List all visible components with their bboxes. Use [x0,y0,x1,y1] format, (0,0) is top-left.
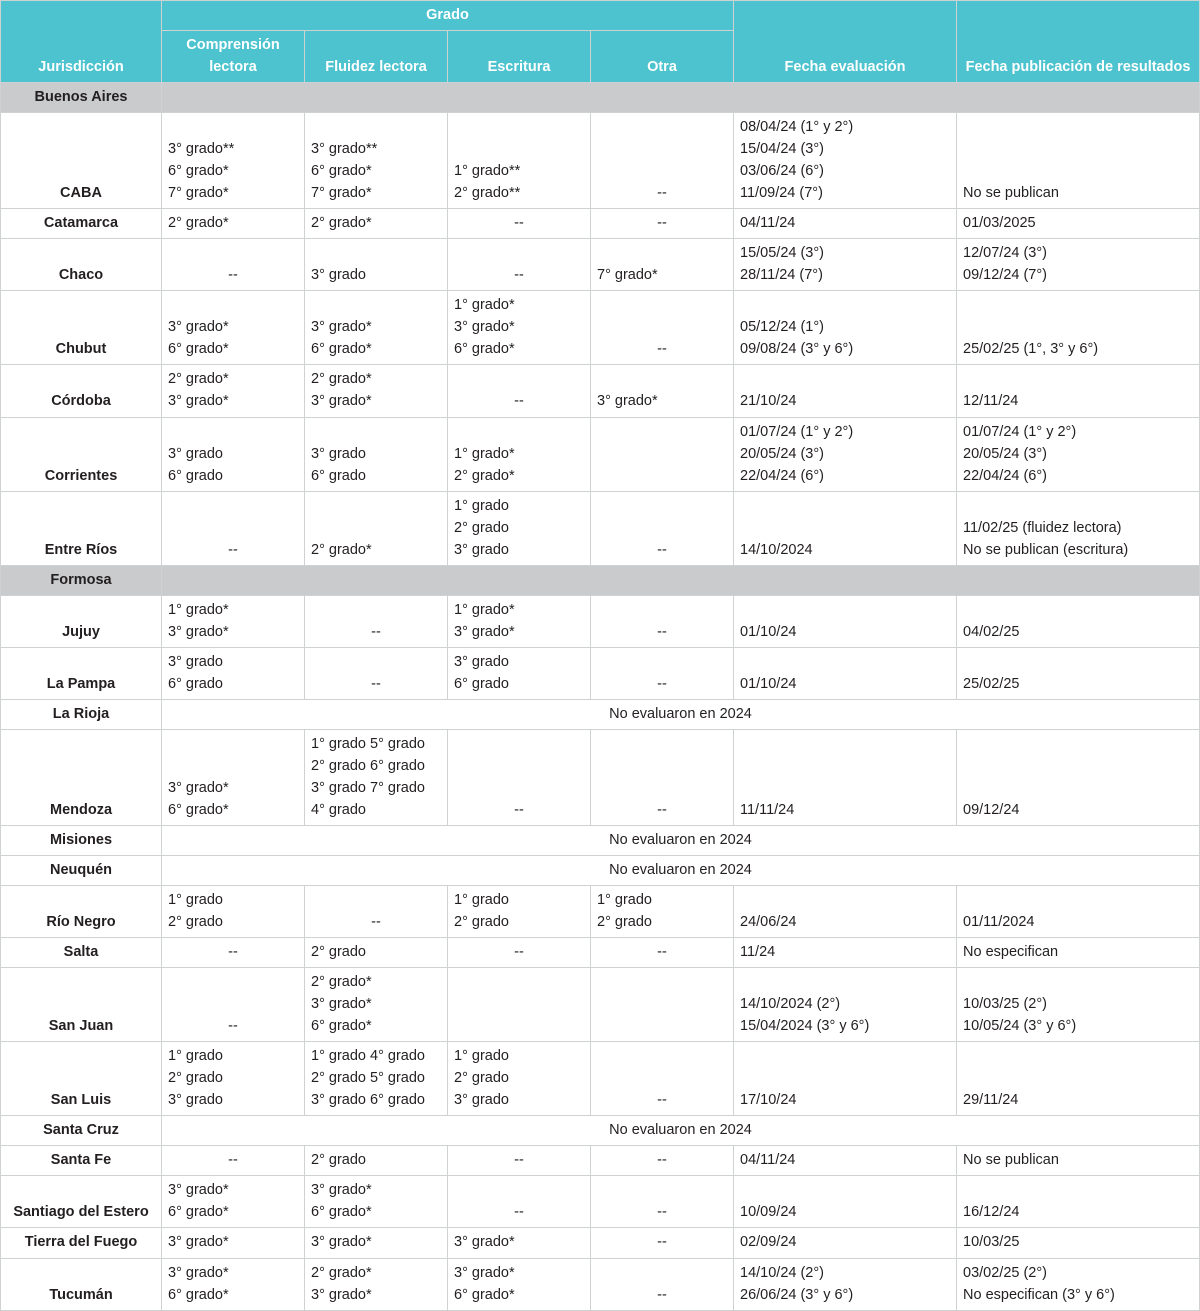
cell-jurisdiccion: Chubut [1,291,162,365]
cell-fluidez-lectora: 1° grado 5° grado 2° grado 6° grado 3° grado 7° grado 4° grado [305,729,448,825]
cell-jurisdiccion: Córdoba [1,365,162,417]
cell-comprension-lectora: 2° grado* 3° grado* [162,365,305,417]
table-row [1,491,1200,565]
cell-fecha-evaluacion: 24/06/24 [734,886,957,938]
table-row [1,417,1200,491]
cell-otra: -- [591,647,734,699]
cell-jurisdiccion: Chaco [1,239,162,291]
cell-escritura: 3° grado 6° grado [448,647,591,699]
cell-fluidez-lectora: 1° grado 4° grado 2° grado 5° grado 3° grado 6° grado [305,1042,448,1116]
table-row [1,968,1200,1042]
cell-otra [591,417,734,491]
cell-fecha-publicacion: No se publican [957,113,1200,209]
cell-otra: -- [591,1176,734,1228]
table-row [1,1176,1200,1228]
cell-fecha-evaluacion: 11/11/24 [734,729,957,825]
cell-fecha-evaluacion: 02/09/24 [734,1228,957,1258]
cell-fecha-publicacion: 29/11/24 [957,1042,1200,1116]
cell-jurisdiccion: Corrientes [1,417,162,491]
cell-jurisdiccion: Santiago del Estero [1,1176,162,1228]
cell-fecha-evaluacion: 15/05/24 (3°) 28/11/24 (7°) [734,239,957,291]
cell-otra: -- [591,491,734,565]
cell-fecha-publicacion: 10/03/25 (2°) 10/05/24 (3° y 6°) [957,968,1200,1042]
cell-escritura: 1° grado** 2° grado** [448,113,591,209]
cell-escritura: -- [448,1146,591,1176]
cell-otra: 7° grado* [591,239,734,291]
table-row [1,113,1200,209]
cell-fecha-evaluacion: 01/10/24 [734,595,957,647]
cell-otra: -- [591,291,734,365]
table-row [1,209,1200,239]
cell-fecha-publicacion: 01/07/24 (1° y 2°) 20/05/24 (3°) 22/04/24 (6°) [957,417,1200,491]
cell-fecha-publicacion: 09/12/24 [957,729,1200,825]
cell-comprension-lectora: 2° grado* [162,209,305,239]
cell-fluidez-lectora: 3° grado** 6° grado* 7° grado* [305,113,448,209]
cell-escritura [448,968,591,1042]
cell-fluidez-lectora: 3° grado 6° grado [305,417,448,491]
cell-fluidez-lectora: 3° grado* 6° grado* [305,291,448,365]
cell-fecha-evaluacion: 21/10/24 [734,365,957,417]
table-header [1,1,1200,83]
table-row [1,1116,1200,1146]
cell-otra [591,968,734,1042]
table-row [1,1258,1200,1310]
cell-comprension-lectora: -- [162,1146,305,1176]
cell-fecha-evaluacion: 04/11/24 [734,209,957,239]
cell-jurisdiccion: Mendoza [1,729,162,825]
cell-escritura: 1° grado 2° grado 3° grado [448,491,591,565]
cell-fecha-publicacion: 03/02/25 (2°) No especifican (3° y 6°) [957,1258,1200,1310]
cell-fecha-publicacion: 11/02/25 (fluidez lectora) No se publican (escritura) [957,491,1200,565]
cell-comprension-lectora: 3° grado* 6° grado* [162,1176,305,1228]
cell-jurisdiccion: Catamarca [1,209,162,239]
cell-fecha-evaluacion: 17/10/24 [734,1042,957,1116]
cell-fecha-evaluacion: 01/10/24 [734,647,957,699]
table-row [1,365,1200,417]
cell-escritura: 3° grado* [448,1228,591,1258]
cell-otra: -- [591,938,734,968]
table-row [1,856,1200,886]
cell-otra: -- [591,209,734,239]
cell-comprension-lectora: 3° grado 6° grado [162,417,305,491]
cell-comprension-lectora: 1° grado 2° grado [162,886,305,938]
cell-otra: 1° grado 2° grado [591,886,734,938]
cell-comprension-lectora: -- [162,938,305,968]
cell-jurisdiccion: La Rioja [1,699,162,729]
cell-no-evaluaron: No evaluaron en 2024 [162,856,1200,886]
table-row [1,729,1200,825]
table-row [1,826,1200,856]
column-header-fecha-publicacion: Fecha publicación de resultados [957,1,1200,83]
cell-fecha-publicacion: 25/02/25 (1°, 3° y 6°) [957,291,1200,365]
cell-escritura: 1° grado* 3° grado* [448,595,591,647]
cell-fecha-publicacion: 04/02/25 [957,595,1200,647]
cell-jurisdiccion: Río Negro [1,886,162,938]
cell-jurisdiccion: Misiones [1,826,162,856]
cell-fecha-publicacion: No se publican [957,1146,1200,1176]
cell-otra: -- [591,1228,734,1258]
table-row [1,647,1200,699]
cell-fluidez-lectora: 2° grado* 3° grado* [305,365,448,417]
cell-escritura: -- [448,938,591,968]
cell-escritura: -- [448,365,591,417]
cell-jurisdiccion: San Luis [1,1042,162,1116]
cell-jurisdiccion: San Juan [1,968,162,1042]
cell-otra: -- [591,1146,734,1176]
cell-comprension-lectora: -- [162,491,305,565]
cell-escritura: 1° grado* 2° grado* [448,417,591,491]
cell-fecha-publicacion: 10/03/25 [957,1228,1200,1258]
cell-jurisdiccion: Jujuy [1,595,162,647]
cell-no-evaluaron: No evaluaron en 2024 [162,699,1200,729]
cell-jurisdiccion: CABA [1,113,162,209]
cell-comprension-lectora: 3° grado* [162,1228,305,1258]
cell-fecha-evaluacion: 08/04/24 (1° y 2°) 15/04/24 (3°) 03/06/24 (6°) 11/09/24 (7°) [734,113,957,209]
cell-fluidez-lectora: -- [305,647,448,699]
cell-jurisdiccion: Santa Cruz [1,1116,162,1146]
cell-escritura: -- [448,729,591,825]
cell-empty-grey [162,565,1200,595]
cell-otra: -- [591,729,734,825]
cell-fecha-evaluacion: 05/12/24 (1°) 09/08/24 (3° y 6°) [734,291,957,365]
column-header-grado: Grado [162,1,734,31]
column-header-jurisdiccion: Jurisdicción [1,1,162,83]
cell-fecha-publicacion: 01/03/2025 [957,209,1200,239]
table-row [1,291,1200,365]
cell-jurisdiccion: Buenos Aires [1,83,162,113]
cell-jurisdiccion: Neuquén [1,856,162,886]
cell-comprension-lectora: 3° grado 6° grado [162,647,305,699]
column-header-escritura: Escritura [448,31,591,83]
cell-no-evaluaron: No evaluaron en 2024 [162,1116,1200,1146]
cell-comprension-lectora: 3° grado** 6° grado* 7° grado* [162,113,305,209]
cell-fluidez-lectora: 2° grado [305,1146,448,1176]
cell-fluidez-lectora: 2° grado* 3° grado* 6° grado* [305,968,448,1042]
column-header-fluidez-lectora: Fluidez lectora [305,31,448,83]
table-row [1,1042,1200,1116]
cell-fluidez-lectora: 2° grado* [305,491,448,565]
cell-fecha-evaluacion: 11/24 [734,938,957,968]
cell-comprension-lectora: -- [162,239,305,291]
cell-escritura: -- [448,209,591,239]
cell-fecha-publicacion: 12/11/24 [957,365,1200,417]
table-row [1,938,1200,968]
cell-otra: -- [591,595,734,647]
table-row [1,1228,1200,1258]
cell-fluidez-lectora: 3° grado [305,239,448,291]
cell-comprension-lectora: -- [162,968,305,1042]
cell-fluidez-lectora: 2° grado* [305,209,448,239]
cell-escritura: 1° grado 2° grado [448,886,591,938]
table-row [1,239,1200,291]
cell-fecha-publicacion: 16/12/24 [957,1176,1200,1228]
cell-escritura: 1° grado* 3° grado* 6° grado* [448,291,591,365]
column-header-fecha-evaluacion: Fecha evaluación [734,1,957,83]
table-row [1,886,1200,938]
cell-fluidez-lectora: 2° grado [305,938,448,968]
cell-jurisdiccion: Entre Ríos [1,491,162,565]
cell-comprension-lectora: 3° grado* 6° grado* [162,291,305,365]
cell-otra: 3° grado* [591,365,734,417]
cell-escritura: -- [448,239,591,291]
table-body [1,83,1200,1310]
cell-comprension-lectora: 3° grado* 6° grado* [162,729,305,825]
cell-fecha-evaluacion: 14/10/2024 [734,491,957,565]
table-row [1,595,1200,647]
table-row [1,699,1200,729]
table-row [1,83,1200,113]
cell-escritura: -- [448,1176,591,1228]
cell-jurisdiccion: Salta [1,938,162,968]
cell-jurisdiccion: Formosa [1,565,162,595]
cell-comprension-lectora: 3° grado* 6° grado* [162,1258,305,1310]
cell-otra: -- [591,1258,734,1310]
cell-jurisdiccion: Santa Fe [1,1146,162,1176]
cell-jurisdiccion: Tucumán [1,1258,162,1310]
cell-otra: -- [591,113,734,209]
cell-fluidez-lectora: 2° grado* 3° grado* [305,1258,448,1310]
cell-fluidez-lectora: 3° grado* [305,1228,448,1258]
cell-fecha-publicacion: 25/02/25 [957,647,1200,699]
table-row [1,1146,1200,1176]
cell-fecha-evaluacion: 14/10/24 (2°) 26/06/24 (3° y 6°) [734,1258,957,1310]
cell-escritura: 1° grado 2° grado 3° grado [448,1042,591,1116]
cell-fecha-evaluacion: 01/07/24 (1° y 2°) 20/05/24 (3°) 22/04/24 (6°) [734,417,957,491]
cell-jurisdiccion: Tierra del Fuego [1,1228,162,1258]
cell-fluidez-lectora: -- [305,595,448,647]
column-header-otra: Otra [591,31,734,83]
cell-fecha-publicacion: 01/11/2024 [957,886,1200,938]
cell-comprension-lectora: 1° grado 2° grado 3° grado [162,1042,305,1116]
cell-no-evaluaron: No evaluaron en 2024 [162,826,1200,856]
cell-otra: -- [591,1042,734,1116]
cell-fecha-evaluacion: 14/10/2024 (2°) 15/04/2024 (3° y 6°) [734,968,957,1042]
cell-fecha-evaluacion: 10/09/24 [734,1176,957,1228]
cell-fluidez-lectora: 3° grado* 6° grado* [305,1176,448,1228]
column-header-comprension-lectora: Comprensión lectora [162,31,305,83]
cell-fecha-evaluacion: 04/11/24 [734,1146,957,1176]
header-row-top [1,1,1200,31]
cell-jurisdiccion: La Pampa [1,647,162,699]
cell-empty-grey [162,83,1200,113]
table-row [1,565,1200,595]
cell-fluidez-lectora: -- [305,886,448,938]
cell-comprension-lectora: 1° grado* 3° grado* [162,595,305,647]
cell-fecha-publicacion: No especifican [957,938,1200,968]
cell-fecha-publicacion: 12/07/24 (3°) 09/12/24 (7°) [957,239,1200,291]
cell-escritura: 3° grado* 6° grado* [448,1258,591,1310]
